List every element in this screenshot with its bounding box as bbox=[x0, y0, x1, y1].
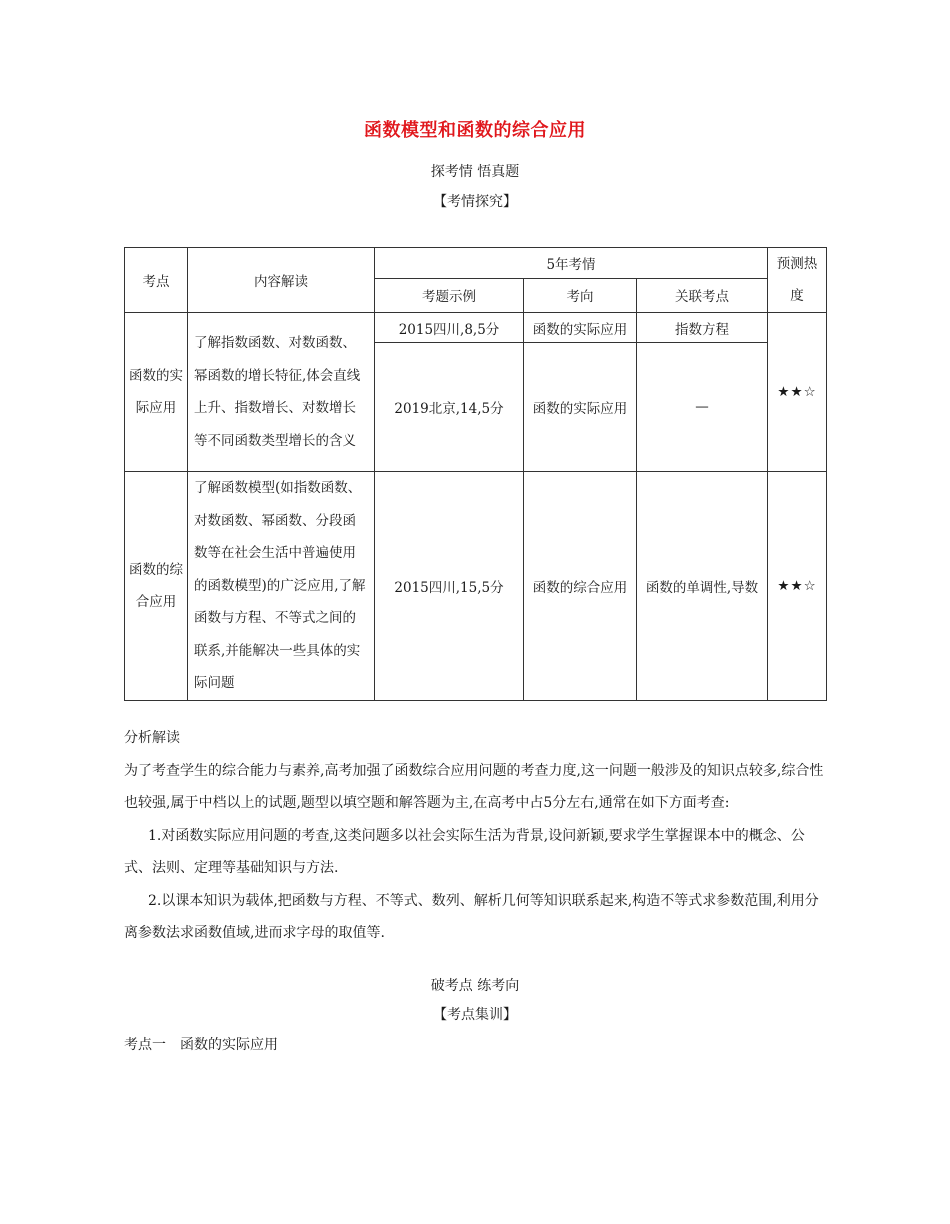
table-cell-related: — bbox=[637, 343, 768, 472]
table-cell-direction: 函数的实际应用 bbox=[524, 343, 637, 472]
table-cell-example: 2015四川,15,5分 bbox=[375, 472, 524, 701]
section-heading: 破考点 练考向 bbox=[430, 978, 520, 994]
table-cell-example: 2019北京,14,5分 bbox=[375, 343, 524, 472]
table-cell-related: 函数的单调性,导数 bbox=[637, 472, 768, 701]
analysis-point-1: 1.对函数实际应用问题的考查,这类问题多以社会实际生活为背景,设问新颖,要求学生掌握课本中的概念、公式、法则、定理等基础知识与方法. bbox=[124, 827, 805, 876]
rating-stars: ★★☆ bbox=[768, 313, 827, 472]
table-cell-kaodian: 函数的实际应用 bbox=[125, 313, 188, 472]
table-cell-related: 指数方程 bbox=[637, 313, 768, 343]
analysis-paragraph: 为了考查学生的综合能力与素养,高考加强了函数综合应用问题的考查力度,这一问题一般涉及的知识点较多,综合性也较强,属于中档以上的试题,题型以填空题和解答题为主,在高考中占5分左右,通常在如下方面考查: bbox=[124, 762, 824, 811]
header-heat: 预测热度 bbox=[768, 248, 827, 313]
header-related: 关联考点 bbox=[637, 278, 768, 312]
analysis-heading: 分析解读 bbox=[124, 730, 180, 746]
table-cell-direction: 函数的实际应用 bbox=[524, 313, 637, 343]
exam-analysis-table bbox=[124, 247, 827, 701]
header-example: 考题示例 bbox=[375, 278, 524, 312]
table-cell-kaodian: 函数的综合应用 bbox=[125, 472, 188, 701]
rating-stars: ★★☆ bbox=[768, 472, 827, 701]
table-cell-content: 了解指数函数、对数函数、幂函数的增长特征,体会直线上升、指数增长、对数增长等不同函数类型增长的含义 bbox=[188, 313, 375, 472]
table-cell-example: 2015四川,8,5分 bbox=[375, 313, 524, 343]
table-cell-direction: 函数的综合应用 bbox=[524, 472, 637, 701]
analysis-point-2: 2.以课本知识为载体,把函数与方程、不等式、数列、解析几何等知识联系起来,构造不等式求参数范围,利用分离参数法求函数值域,进而求字母的取值等. bbox=[124, 892, 819, 941]
section-heading: 探考情 悟真题 bbox=[430, 164, 520, 180]
kaodian-heading: 考点一 函数的实际应用 bbox=[124, 1037, 278, 1053]
section-subheading: 【考情探究】 bbox=[433, 194, 517, 210]
header-direction: 考向 bbox=[524, 278, 637, 312]
page-title: 函数模型和函数的综合应用 bbox=[364, 120, 586, 141]
analysis-section bbox=[124, 722, 826, 950]
section-subheading: 【考点集训】 bbox=[433, 1007, 517, 1023]
header-five-year: 5年考情 bbox=[375, 248, 768, 279]
table-cell-content: 了解函数模型(如指数函数、对数函数、幂函数、分段函数等在社会生活中普遍使用的函数模型)的广泛应用,了解函数与方程、不等式之间的联系,并能解决一些具体的实际问题 bbox=[188, 472, 375, 701]
header-kaodian: 考点 bbox=[125, 248, 188, 313]
header-content: 内容解读 bbox=[188, 248, 375, 313]
